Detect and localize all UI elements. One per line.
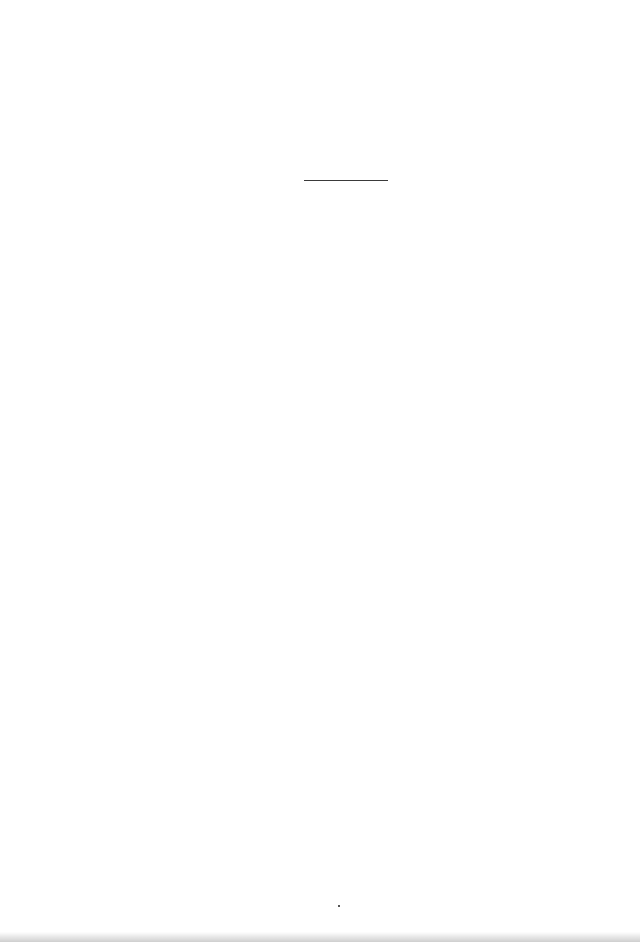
scan-edge	[0, 932, 640, 942]
ink-speck	[338, 905, 340, 907]
section-divider	[304, 180, 388, 181]
